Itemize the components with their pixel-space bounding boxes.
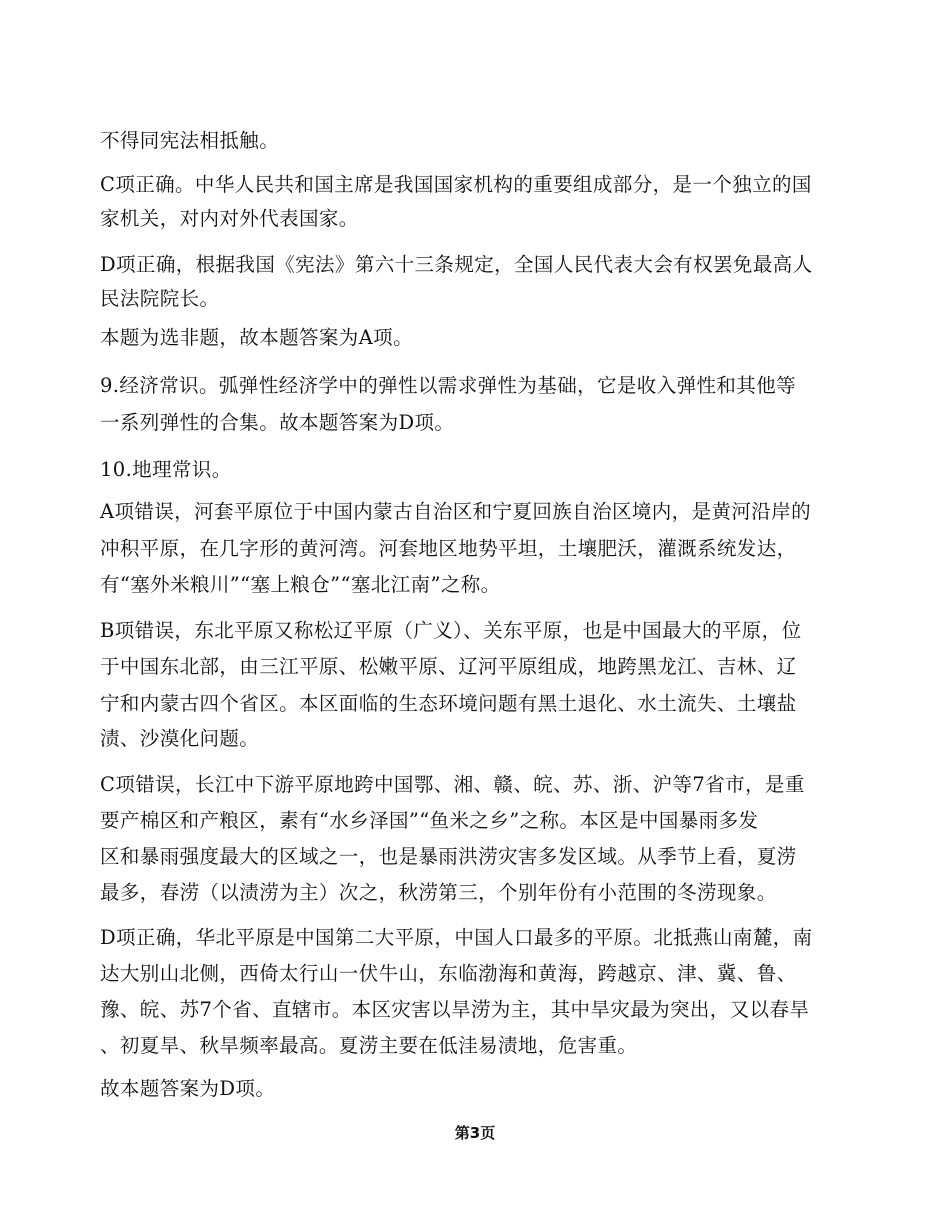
text-line: 故本题答案为D项。 [100,1077,276,1100]
text-line: 渍、沙漠化问题。 [100,727,260,750]
text-line: 冲积平原，在几字形的黄河湾。河套地区地势平坦，土壤肥沃，灌溉系统发达， [100,537,797,560]
text-line: 宁和内蒙古四个省区。本区面临的生态环境问题有黑土退化、水土流失、土壤盐 [100,692,797,715]
text-line: B项错误，东北平原又称松辽平原（广义）、关东平原，也是中国最大的平原，位 [100,619,802,642]
text-line: 本题为选非题，故本题答案为A项。 [100,326,413,349]
text-line: 达大别山北侧，西倚太行山一伏牛山，东临渤海和黄海，跨越京、津、冀、鲁、 [100,962,797,985]
text-line: 区和暴雨强度最大的区域之一，也是暴雨洪涝灾害多发区域。从季节上看，夏涝 [100,845,797,868]
text-line: 、初夏旱、秋旱频率最高。夏涝主要在低洼易渍地，危害重。 [100,1034,638,1057]
text-line: D项正确，根据我国《宪法》第六十三条规定，全国人民代表大会有权罢免最高人 [100,253,813,276]
text-line: C项错误，长江中下游平原地跨中国鄂、湘、赣、皖、苏、浙、沪等7省市，是重 [100,773,805,796]
text-line: 家机关，对内对外代表国家。 [100,207,359,230]
text-line: 最多，春涝（以渍涝为主）次之，秋涝第三，个别年份有小范围的冬涝现象。 [100,881,777,904]
text-line: 一系列弹性的合集。故本题答案为D项。 [100,411,455,434]
page-number: 第3页 [454,1124,496,1142]
text-line: 于中国东北部，由三江平原、松嫩平原、辽河平原组成，地跨黑龙江、吉林、辽 [100,655,797,678]
text-line: D项正确，华北平原是中国第二大平原，中国人口最多的平原。北抵燕山南麓，南 [100,926,813,949]
text-line: 有“塞外米粮川”“塞上粮仓”“塞北江南”之称。 [100,573,501,596]
text-line: 豫、皖、苏7个省、直辖市。本区灾害以旱涝为主，其中旱灾最为突出，又以春旱 [100,998,810,1021]
text-line: A项错误，河套平原位于中国内蒙古自治区和宁夏回族自治区境内，是黄河沿岸的 [100,500,811,523]
text-line: 民法院院长。 [100,287,220,310]
text-line: C项正确。中华人民共和国主席是我国国家机构的重要组成部分，是一个独立的国 [100,173,812,196]
text-line: 要产棉区和产粮区，素有“水乡泽国”“鱼米之乡”之称。本区是中国暴雨多发 [100,809,759,832]
text-line: 不得同宪法相抵触。 [100,129,280,152]
text-line: 10.地理常识。 [100,458,232,481]
text-line: 9.经济常识。弧弹性经济学中的弹性以需求弹性为基础，它是收入弹性和其他等 [100,374,797,397]
